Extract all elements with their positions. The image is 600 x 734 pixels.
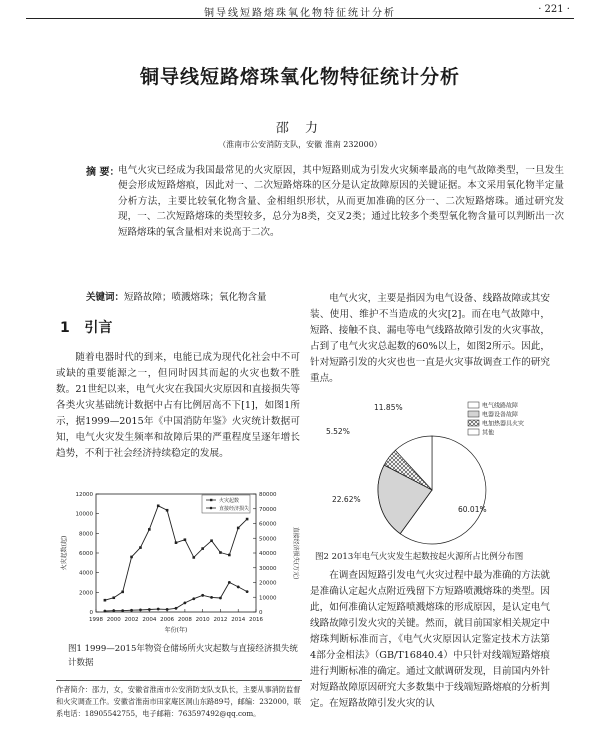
fig2-legend-label: 电加热器具火灾 — [482, 420, 525, 428]
section-title: 引言 — [84, 320, 113, 336]
fig1-ytick-label: 6000 — [79, 551, 93, 557]
fig1-point-fires — [148, 528, 151, 531]
fig2-data-label: 22.62% — [332, 495, 361, 504]
section-heading — [60, 317, 112, 337]
fig2-legend-swatch — [468, 411, 479, 417]
abstract-label: 摘 要： — [86, 167, 120, 178]
fig1-point-loss — [183, 601, 186, 604]
fig1-point-fires — [201, 547, 204, 550]
fig1-ytick-label: 8000 — [79, 531, 93, 538]
affiliation: （淮南市公安消防支队，安徽 淮南 232000） — [218, 140, 382, 149]
fig1-legend-label: 直接经济损失 — [219, 506, 250, 512]
fig1-point-loss — [237, 586, 240, 589]
fig2-pie-chart — [312, 398, 558, 548]
fig2-data-label: 11.85% — [374, 403, 403, 412]
right-paragraph-1: 电气火灾，主要是指因为电气设备、线路故障或其安装、使用、维护不当造成的火灾[2]。而在电气故障中，短路、接触不良、漏电等电气线路故障引发的火灾事故，占到了电气火灾总起数的60%以上，如图2所示。因此，针对短路引发的火灾也也一直是火灾事故调查工作的研究重点。 — [310, 293, 550, 384]
footnote-rule — [56, 680, 302, 681]
fig1-point-fires — [166, 509, 169, 512]
fig1-xtick-label: 2014 — [231, 617, 246, 623]
fig1-point-loss — [130, 609, 133, 612]
fig1-xtick-label: 1998 — [89, 617, 103, 623]
fig2-caption: 图2 2013年电气火灾发生起数按起火源所占比例分布图 — [315, 552, 524, 562]
fig1-xtick-label: 2010 — [195, 617, 210, 623]
fig1-point-loss — [210, 596, 213, 599]
right-paragraph-2: 在调查因短路引发电气火灾过程中最为准确的方法就是准确认定起火点附近残留下方短路喷溅熔珠的类型。因此，如何准确认定短路喷溅熔珠的形成原因，是认定电气线路故障引发火灾的关键。然而，就目前国家相关规定中熔珠判断标准而言，《电气火灾原因认定鉴定技术方法第4部分金相法》（GB/T16840.4）中只针对线端短路熔痕进行判断标准的确定。通过文献调研发现，目前国内外针对短路故障原因研究大多数集中于线端短路熔痕的分析判定。在短路故障引发火灾的认 — [310, 570, 550, 709]
fig1-point-fires — [121, 591, 124, 594]
fig1-point-fires — [237, 527, 240, 530]
fig1-ytick-label: 0 — [89, 610, 93, 616]
intro-paragraph: 随着电器时代的到来，电能已成为现代化社会中不可或缺的重要能源之一，但同时因其而起的火灾也数不胜数。21世纪以来，电气火灾在我国火灾原因和直接损失等各类火灾基础统计数据中占有比例居高不下[1]，如图1所示，据1999—2015年《中国消防年鉴》火灾统计数据可知，电气火灾发生频率和故障后果的严重程度呈逐年增长趋势，不利于社会经济持续稳定的发展。 — [56, 352, 300, 459]
fig1-ytick-right-label: 30000 — [259, 565, 277, 572]
fig1-ytick-label: 10000 — [75, 511, 93, 518]
fig1-ytick-right-label: 20000 — [259, 580, 277, 587]
fig1-point-fires — [184, 538, 187, 541]
fig2-data-label: 5.52% — [326, 427, 350, 436]
fig1-xtick-label: 2002 — [124, 617, 139, 623]
fig1-line-chart — [56, 480, 302, 640]
fig2-legend-label: 其他 — [482, 429, 495, 437]
fig1-xtick-label: 2016 — [249, 617, 263, 623]
fig1-point-loss — [166, 608, 169, 611]
fig1-xtick-label: 2008 — [177, 617, 192, 623]
fig1-ytick-right-label: 10000 — [259, 595, 277, 602]
fig2-legend-swatch — [468, 429, 479, 435]
fig2-legend-label: 电器设备故障 — [482, 411, 519, 419]
fig1-point-fires — [139, 546, 142, 549]
header-rule — [26, 18, 574, 19]
fig1-point-loss — [192, 597, 195, 600]
fig1-point-fires — [219, 551, 222, 554]
fig1-xtick-label: 2006 — [160, 617, 175, 623]
fig1-xtick-label: 2000 — [106, 617, 121, 623]
author-footnote: 作者简介：邵力，女，安徽省淮南市公安消防支队支队长，主要从事消防监督和火灾调查工作。安徽省淮南市田家庵区洞山东路89号，邮编：232000，联系电话：18905542755，电子邮箱：763597492@qq.com。 — [56, 685, 302, 718]
fig1-legend-label: 火灾起数 — [219, 498, 240, 504]
fig1-ytick-right-label: 40000 — [259, 551, 277, 557]
fig1-point-loss — [148, 608, 151, 611]
fig1-point-fires — [192, 556, 195, 559]
fig1-ylabel: 火灾起数(起) — [61, 535, 68, 571]
fig1-caption: 图1 1999—2015年物资仓储场所火灾起数与直接经济损失统计数据 — [68, 644, 298, 668]
fig1-point-fires — [210, 539, 213, 542]
author: 邵 力 — [275, 121, 325, 136]
fig1-ytick-right-label: 70000 — [259, 506, 277, 513]
fig1-point-loss — [246, 590, 249, 593]
fig1-point-loss — [219, 597, 222, 600]
fig1-point-loss — [201, 594, 204, 597]
fig1-point-fires — [175, 541, 178, 544]
keywords — [86, 289, 267, 303]
fig1-point-loss — [175, 607, 178, 610]
fig1-point-loss — [157, 608, 160, 611]
fig1-legend-marker — [210, 499, 212, 501]
page-number: · 221 · — [538, 4, 570, 15]
fig1-point-fires — [104, 599, 107, 602]
fig2-legend-swatch — [468, 420, 479, 426]
fig1-series-line-0 — [105, 506, 250, 600]
fig1-point-loss — [139, 609, 142, 612]
paper-title: 铜导线短路熔珠氧化物特征统计分析 — [139, 66, 460, 88]
fig2-legend-swatch — [468, 402, 479, 408]
abstract-text: 电气火灾已经成为我国最常见的火灾原因，其中短路则成为引发火灾频率最高的电气故障类型，一旦发生便会形成短路熔痕，因此对一、二次短路熔珠的区分是认定故障原因的关键证据。本文采用氧化物半定量分析方法，主要比较氧化物含量、金相组织形状，从而更加准确的区分一、二次短路熔珠。通过研究发现，一、二次短路熔珠的类型较多，总分为8类，交叉2类；通过比较多个类型氧化物含量可以判断出一次短路熔珠的氧含量相对来说高于二次。 — [118, 165, 564, 238]
fig1-xlabel: 年份(年) — [164, 627, 188, 634]
fig1-point-loss — [121, 609, 124, 612]
fig1-point-fires — [112, 596, 115, 599]
keywords-text: 短路故障；喷溅熔珠；氧化物含量 — [124, 292, 267, 303]
fig1-ytick-right-label: 60000 — [259, 521, 277, 528]
fig1-series-line-1 — [105, 582, 247, 611]
fig1-point-loss — [228, 581, 231, 584]
fig1-ytick-label: 4000 — [79, 570, 93, 577]
fig1-point-fires — [130, 556, 133, 559]
fig1-xtick-label: 2004 — [142, 617, 157, 623]
section-number: 1 — [60, 320, 70, 336]
fig2-data-label: 60.01% — [458, 505, 487, 514]
fig1-ylabel-right: 直接经济损失(万元) — [292, 526, 299, 580]
fig2-legend-label: 电气线路故障 — [482, 402, 519, 410]
running-header: 铜导线短路熔珠氧化物特征统计分析 — [204, 8, 396, 19]
fig1-point-fires — [246, 518, 249, 521]
fig1-ytick-right-label: 80000 — [259, 492, 277, 498]
fig1-xtick-label: 2012 — [213, 617, 228, 623]
fig1-legend-marker — [210, 507, 213, 510]
keywords-label: 关键词： — [86, 292, 125, 303]
fig1-ytick-label: 2000 — [79, 590, 93, 597]
fig1-ytick-right-label: 50000 — [259, 536, 277, 543]
fig1-ytick-right-label: 0 — [259, 610, 263, 616]
fig1-point-fires — [228, 554, 231, 557]
fig1-ytick-label: 12000 — [75, 492, 93, 498]
fig1-point-fires — [157, 505, 160, 508]
fig1-point-loss — [103, 610, 106, 613]
fig1-point-loss — [112, 609, 115, 612]
